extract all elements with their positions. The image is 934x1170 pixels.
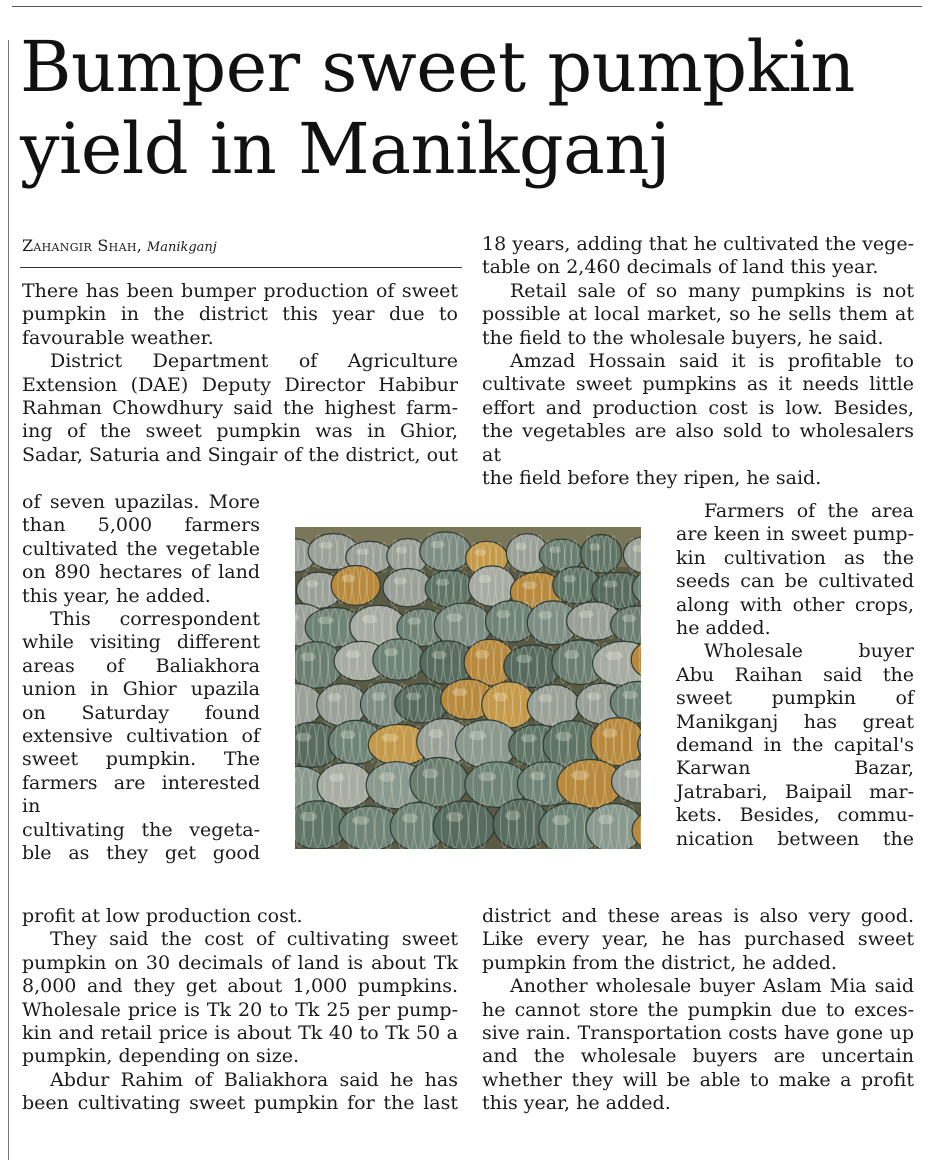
- column-2-narrow: [676, 500, 914, 851]
- text-line: Amzad Hossain said it is profitable to: [510, 350, 914, 373]
- text-line: 18 years, adding that he cultivated the vege-: [482, 233, 914, 255]
- column-2-bottom: [482, 905, 914, 1116]
- text-line: while visiting different: [22, 631, 260, 654]
- text-line: 8,000 and they get about 1,000 pumpkins.: [22, 975, 458, 998]
- text-line: Sadar, Saturia and Singair of the district, out: [22, 443, 458, 466]
- column-1-bottom: [22, 905, 458, 1116]
- text-line: kin and retail price is about Tk 40 to Tk 50 a: [22, 1022, 458, 1045]
- text-line: kets. Besides, commu-: [676, 804, 914, 827]
- text-line: district and these areas is also very good.: [482, 905, 914, 927]
- text-line: This correspondent: [50, 608, 260, 631]
- text-line: Extension (DAE) Deputy Director Habibur: [22, 373, 458, 396]
- text-line: Farmers of the area: [704, 500, 914, 522]
- text-line: effort and production cost is low. Besides,: [482, 396, 914, 419]
- text-line: cultivate sweet pumpkins as it needs little: [482, 373, 914, 396]
- text-line: pumpkin on 30 decimals of land is about Tk: [22, 951, 458, 974]
- text-line: ble as they get good: [22, 842, 260, 865]
- text-line: kin cultivation as the: [676, 546, 914, 569]
- text-line: Karwan Bazar,: [676, 757, 914, 780]
- text-line: cultivating the vegeta-: [22, 818, 260, 841]
- text-line: profit at low production cost.: [22, 905, 303, 927]
- text-line: Like every year, he has purchased sweet: [482, 928, 914, 951]
- text-line: nication between the: [676, 827, 914, 850]
- text-line: cultivated the vegetable: [22, 537, 260, 560]
- text-line: favourable weather.: [22, 326, 214, 349]
- text-line: demand in the capital's: [676, 734, 914, 757]
- text-line: the field to the wholesale buyers, he said.: [482, 326, 884, 349]
- text-line: on 890 hectares of land: [22, 561, 260, 584]
- text-line: the vegetables are also sold to wholesalers at: [482, 420, 914, 466]
- text-line: Another wholesale buyer Aslam Mia said: [510, 975, 914, 998]
- text-line: extensive cultivation of: [22, 725, 260, 748]
- text-line: Wholesale price is Tk 20 to Tk 25 per pump-: [22, 998, 458, 1021]
- text-line: sweet pumpkin of: [676, 687, 914, 710]
- text-line: Rahman Chowdhury said the highest farm-: [22, 397, 458, 420]
- text-line: sweet pumpkin. The: [22, 748, 260, 771]
- byline-place: Manikganj: [146, 240, 217, 255]
- text-line: of seven upazilas. More: [22, 491, 260, 513]
- text-line: and the wholesale buyers are uncertain: [482, 1045, 914, 1068]
- text-line: union in Ghior upazila: [22, 678, 260, 701]
- headline-line-2: yield in Manikganj: [20, 108, 671, 190]
- text-line: table on 2,460 decimals of land this year.: [482, 256, 879, 279]
- text-line: District Department of Agriculture: [50, 350, 458, 373]
- headline: [20, 26, 920, 190]
- top-rule: [12, 6, 922, 7]
- column-2-top: [482, 233, 914, 490]
- text-line: along with other crops,: [676, 593, 914, 616]
- text-line: seeds can be cultivated: [676, 570, 914, 593]
- column-1-narrow: [22, 491, 260, 866]
- text-line: pumpkin, depending on size.: [22, 1045, 300, 1068]
- byline: [22, 236, 462, 258]
- text-line: sive rain. Transportation costs have gone up: [482, 1022, 914, 1045]
- pumpkins-photo-drawing: [295, 527, 641, 849]
- text-line: Retail sale of so many pumpkins is not: [510, 279, 914, 302]
- text-line: the field before they ripen, he said.: [482, 467, 822, 490]
- text-line: are keen in sweet pump-: [676, 523, 914, 546]
- text-line: Wholesale buyer: [704, 640, 914, 663]
- text-line: he cannot store the pumpkin due to exces-: [482, 998, 914, 1021]
- text-line: on Saturday found: [22, 701, 260, 724]
- text-line: They said the cost of cultivating sweet: [50, 928, 458, 951]
- text-line: he added.: [676, 617, 771, 640]
- column-1-top: [22, 280, 458, 467]
- byline-rule: [20, 267, 462, 268]
- headline-line-1: Bumper sweet pumpkin: [20, 26, 855, 108]
- text-line: possible at local market, so he sells them at: [482, 303, 914, 326]
- text-line: pumpkin in the district this year due to: [22, 303, 458, 326]
- text-line: Manikganj has great: [676, 710, 914, 733]
- text-line: There has been bumper production of sweet: [22, 280, 458, 302]
- text-line: Abu Raihan said the: [676, 663, 914, 686]
- text-line: this year, he added.: [482, 1092, 671, 1115]
- text-line: been cultivating sweet pumpkin for the last: [22, 1092, 458, 1115]
- text-line: than 5,000 farmers: [22, 514, 260, 537]
- text-line: this year, he added.: [22, 584, 211, 607]
- text-line: farmers are interested in: [22, 771, 260, 818]
- pumpkins-photo: [295, 527, 641, 849]
- text-line: Jatrabari, Baipail mar-: [676, 780, 914, 803]
- text-line: whether they will be able to make a profit: [482, 1068, 914, 1091]
- text-line: pumpkin from the district, he added.: [482, 951, 837, 974]
- byline-author: Zahangir Shah,: [22, 236, 143, 255]
- text-line: areas of Baliakhora: [22, 654, 260, 677]
- text-line: ing of the sweet pumpkin was in Ghior,: [22, 420, 458, 443]
- text-line: Abdur Rahim of Baliakhora said he has: [50, 1068, 458, 1091]
- left-rule: [8, 40, 9, 1160]
